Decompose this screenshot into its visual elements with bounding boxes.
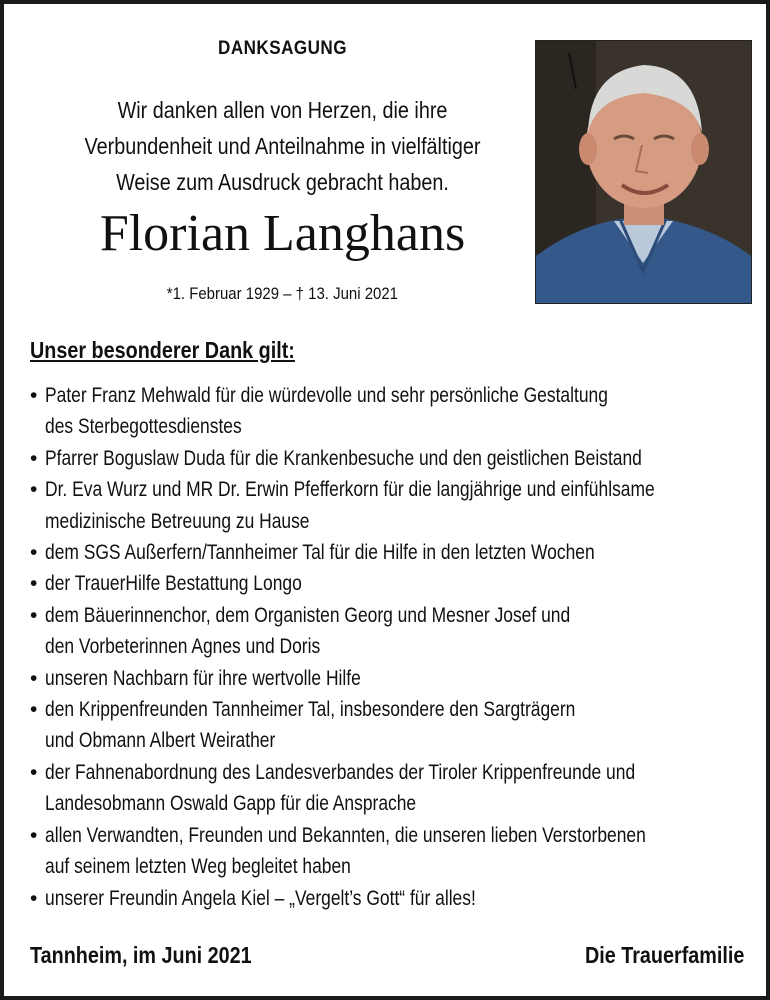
thanks-item-text: allen Verwandten, Freunden und Bekannten, die unseren lieben Verstorbenen bbox=[45, 823, 646, 847]
notice-title: DANKSAGUNG bbox=[218, 38, 347, 59]
thanks-item-text: des Sterbegottesdienstes bbox=[45, 415, 242, 439]
bullet-icon: • bbox=[30, 384, 38, 407]
thanks-item-text: den Vorbeterinnen Agnes und Doris bbox=[45, 635, 321, 659]
thanks-item-text: unseren Nachbarn für ihre wertvolle Hilfe bbox=[45, 666, 361, 690]
thanks-item bbox=[30, 883, 770, 914]
bullet-icon: • bbox=[30, 478, 38, 502]
bullet-icon: • bbox=[30, 760, 38, 784]
life-dates: *1. Februar 1929 – † 13. Juni 2021 bbox=[166, 284, 399, 303]
bullet-icon: • bbox=[30, 886, 38, 910]
thanks-item-text: der Fahnenabordnung des Landesverbandes der Tiroler Krippenfreunde und bbox=[45, 760, 636, 784]
bullet-icon: • bbox=[30, 666, 38, 690]
thanks-item-text: dem Bäuerinnenchor, dem Organisten Georg und Mesner Josef und bbox=[45, 603, 571, 627]
intro-line: Verbundenheit und Anteilnahme in vielfältiger bbox=[84, 133, 481, 159]
deceased-name: Florian Langhans bbox=[99, 205, 466, 262]
thanks-heading: Unser besonderer Dank gilt: bbox=[30, 337, 295, 363]
intro-text bbox=[30, 92, 535, 200]
thanks-item-text: und Obmann Albert Weirather bbox=[45, 729, 276, 753]
signature: Die Trauerfamilie bbox=[584, 942, 744, 968]
thanks-item-text: Dr. Eva Wurz und MR Dr. Erwin Pfefferkorn für die langjährige und einfühlsame bbox=[45, 478, 655, 502]
thanks-item-text: unserer Freundin Angela Kiel – „Vergelt’s Gott“ für alles! bbox=[45, 886, 476, 910]
thanks-item bbox=[30, 820, 770, 883]
thanks-item bbox=[30, 443, 770, 474]
bullet-icon: • bbox=[30, 541, 38, 565]
thanks-item bbox=[30, 474, 770, 537]
thanks-item bbox=[30, 568, 770, 599]
intro-line: Weise zum Ausdruck gebracht haben. bbox=[116, 169, 449, 195]
thanks-item bbox=[30, 663, 770, 694]
thanks-item bbox=[30, 600, 770, 663]
bullet-icon: • bbox=[30, 603, 38, 627]
thanks-item-text: medizinische Betreuung zu Hause bbox=[45, 509, 310, 533]
intro-line: Wir danken allen von Herzen, die ihre bbox=[117, 97, 448, 123]
thanks-item-text: Landesobmann Oswald Gapp für die Ansprache bbox=[45, 792, 417, 816]
thanks-item bbox=[30, 694, 770, 757]
thanks-item-text: den Krippenfreunden Tannheimer Tal, insbesondere den Sargträgern bbox=[45, 698, 576, 722]
portrait-illustration bbox=[536, 41, 751, 303]
thanks-item-text: der TrauerHilfe Bestattung Longo bbox=[45, 572, 302, 596]
bullet-icon: • bbox=[30, 572, 38, 596]
thanks-item-text: auf seinem letzten Weg begleitet haben bbox=[45, 855, 351, 879]
bullet-icon: • bbox=[30, 823, 38, 847]
thanks-item bbox=[30, 380, 770, 443]
portrait-photo bbox=[535, 40, 752, 304]
bullet-icon: • bbox=[30, 698, 38, 722]
thanks-item-text: Pfarrer Boguslaw Duda für die Krankenbesuche und den geistlichen Beistand bbox=[45, 446, 642, 470]
thanks-item-text: Pater Franz Mehwald für die würdevolle und sehr persönliche Gestaltung bbox=[45, 384, 608, 407]
thanks-item-text: dem SGS Außerfern/Tannheimer Tal für die Hilfe in den letzten Wochen bbox=[45, 541, 595, 565]
thanks-item bbox=[30, 537, 770, 568]
thanks-list bbox=[30, 380, 770, 914]
place-date: Tannheim, im Juni 2021 bbox=[30, 942, 252, 968]
bullet-icon: • bbox=[30, 446, 38, 470]
thanks-item bbox=[30, 757, 770, 820]
